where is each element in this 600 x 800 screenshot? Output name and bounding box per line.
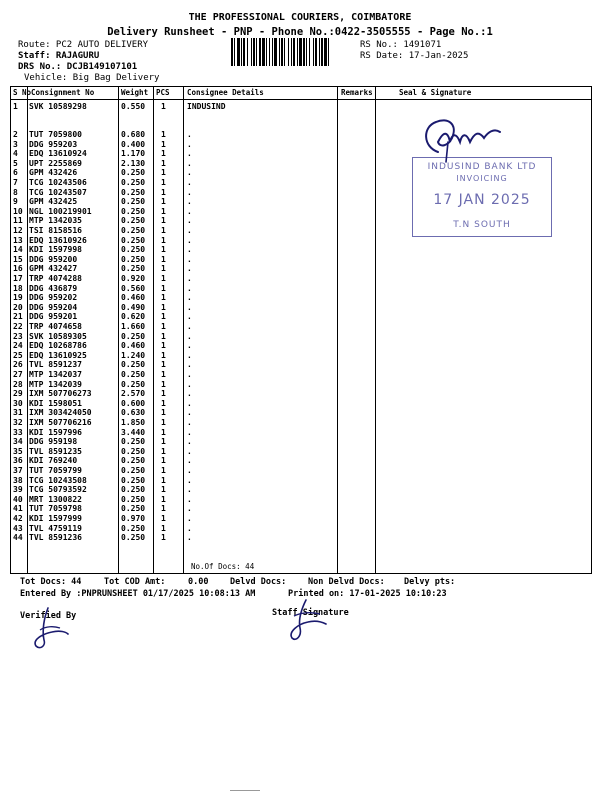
header-pcs: PCS: [156, 88, 170, 97]
row-consignee: .: [187, 235, 192, 245]
row-weight: 0.400: [121, 139, 146, 149]
tot-docs: Tot Docs: 44: [20, 577, 82, 587]
row-consignment: TVL 8591237: [29, 360, 82, 370]
row-pcs: 1: [161, 168, 166, 178]
row-consignment: TUT 7059800: [29, 130, 82, 139]
row-consignment: IXM 507706273: [29, 389, 92, 399]
row-weight: 0.250: [121, 206, 146, 216]
row-consignment: TUT 7059798: [29, 504, 82, 514]
row-sno: 43: [13, 523, 23, 533]
row-consignee: .: [187, 216, 192, 226]
row-sno: 40: [13, 494, 23, 504]
row-weight: 3.440: [121, 427, 146, 437]
vehicle-label: Vehicle: Big Bag Delivery: [24, 73, 160, 83]
stamp-date: 17 JAN 2025: [433, 192, 531, 208]
row-sno: 13: [13, 235, 23, 245]
row-pcs: 1: [161, 302, 166, 312]
row-consignment: NGL 100219901: [29, 206, 92, 216]
row-consignee: .: [187, 418, 192, 427]
row-pcs: 1: [161, 235, 166, 245]
row-consignment: SVK 10589298: [29, 102, 87, 111]
staff-signature: [282, 598, 332, 644]
entered-by: Entered By :PNPRUNSHEET 01/17/2025 10:08:13 AM: [20, 589, 256, 599]
row-pcs: 1: [161, 523, 166, 533]
row-weight: 0.250: [121, 187, 146, 197]
row-weight: 0.250: [121, 466, 146, 475]
row-consignee: .: [187, 226, 192, 235]
row-consignee: .: [187, 178, 192, 187]
row-weight: 0.250: [121, 523, 146, 533]
row-sno: 2: [13, 130, 18, 139]
row-consignment: SVK 10589305: [29, 331, 87, 341]
row-weight: 0.250: [121, 264, 146, 274]
row-pcs: 1: [161, 178, 166, 187]
row-consignee: .: [187, 197, 192, 207]
row-consignment: DDG 959204: [29, 302, 78, 312]
row-consignment: TVL 4759119: [29, 523, 82, 533]
row-consignee: .: [187, 168, 192, 178]
row-sno: 14: [13, 245, 23, 255]
row-sno: 27: [13, 370, 23, 379]
header-seal: Seal & Signature: [399, 88, 472, 97]
row-consignment: KDI 769240: [29, 456, 78, 466]
row-consignment: MTP 1342039: [29, 379, 82, 389]
row-sno: 20: [13, 302, 23, 312]
row-weight: 0.250: [121, 235, 146, 245]
rs-no-label: RS No.: 1491071: [360, 40, 442, 50]
row-sno: 7: [13, 178, 18, 187]
row-pcs: 1: [161, 370, 166, 379]
row-pcs: 1: [161, 466, 166, 475]
staff-signature-label: Staff Signature: [272, 608, 349, 618]
header-consignee: Consignee Details: [187, 88, 264, 97]
row-pcs: 1: [161, 139, 166, 149]
company-title: THE PROFESSIONAL COURIERS, COIMBATORE: [188, 12, 412, 23]
row-consignee: .: [187, 302, 192, 312]
row-pcs: 1: [161, 293, 166, 303]
row-pcs: 1: [161, 408, 166, 418]
row-pcs: 1: [161, 245, 166, 255]
row-weight: 0.630: [121, 408, 146, 418]
row-consignee: .: [187, 494, 192, 504]
row-sno: 10: [13, 206, 23, 216]
header-consignment: Consignment No: [31, 88, 95, 97]
row-pcs: 1: [161, 514, 166, 523]
row-weight: 0.560: [121, 283, 146, 293]
row-sno: 28: [13, 379, 23, 389]
row-sno: 35: [13, 446, 23, 456]
row-sno: 18: [13, 283, 23, 293]
row-consignee: .: [187, 379, 192, 389]
row-consignee: .: [187, 446, 192, 456]
row-sno: 34: [13, 437, 23, 447]
row-consignment: GPM 432427: [29, 264, 78, 274]
row-pcs: 1: [161, 360, 166, 370]
row-consignment: IXM 507706216: [29, 418, 92, 427]
row-weight: 0.460: [121, 341, 146, 351]
row-pcs: 1: [161, 475, 166, 485]
row-consignee: .: [187, 504, 192, 514]
row-consignee: .: [187, 322, 192, 331]
row-pcs: 1: [161, 274, 166, 283]
row-sno: 4: [13, 149, 18, 159]
row-pcs: 1: [161, 149, 166, 159]
row-consignee: .: [187, 398, 192, 408]
row-weight: 0.250: [121, 494, 146, 504]
row-consignment: IXM 303424050: [29, 408, 92, 418]
row-weight: 0.550: [121, 102, 146, 111]
row-pcs: 1: [161, 446, 166, 456]
row-sno: 29: [13, 389, 23, 399]
row-consignment: DDG 959198: [29, 437, 78, 447]
no-of-docs: No.Of Docs: 44: [191, 562, 255, 571]
row-weight: 0.250: [121, 456, 146, 466]
row-pcs: 1: [161, 437, 166, 447]
row-sno: 30: [13, 398, 23, 408]
row-pcs: 1: [161, 312, 166, 322]
row-consignment: DDG 436879: [29, 283, 78, 293]
row-weight: 0.920: [121, 274, 146, 283]
row-sno: 36: [13, 456, 23, 466]
row-pcs: 1: [161, 389, 166, 399]
row-consignee: .: [187, 456, 192, 466]
row-consignee: .: [187, 475, 192, 485]
barcode: [231, 38, 356, 66]
row-consignee: .: [187, 206, 192, 216]
row-consignee: .: [187, 274, 192, 283]
row-sno: 41: [13, 504, 23, 514]
row-weight: 1.850: [121, 418, 146, 427]
row-pcs: 1: [161, 331, 166, 341]
row-consignment: DDG 959201: [29, 312, 78, 322]
row-consignment: UPT 2255869: [29, 158, 82, 168]
row-consignment: KDI 1598051: [29, 398, 82, 408]
row-consignment: EDQ 10268786: [29, 341, 87, 351]
row-weight: 0.600: [121, 398, 146, 408]
verified-by-label: Verified By: [20, 611, 77, 621]
row-consignee: .: [187, 254, 192, 264]
row-consignment: TCG 10243508: [29, 475, 87, 485]
row-consignment: KDI 1597998: [29, 245, 82, 255]
row-consignee: .: [187, 149, 192, 159]
row-consignment: TCG 10243506: [29, 178, 87, 187]
runsheet-subtitle: Delivery Runsheet - PNP - Phone No.:0422-3505555 - Page No.:1: [107, 26, 493, 38]
row-consignee: .: [187, 293, 192, 303]
row-weight: 0.460: [121, 293, 146, 303]
row-weight: 0.680: [121, 130, 146, 139]
row-consignment: MTP 1342035: [29, 216, 82, 226]
row-sno: 9: [13, 197, 18, 207]
row-pcs: 1: [161, 398, 166, 408]
row-consignment: TVL 8591235: [29, 446, 82, 456]
row-consignment: MRT 1300822: [29, 494, 82, 504]
row-consignee: .: [187, 427, 192, 437]
stamp-line2: INVOICING: [456, 174, 508, 183]
row-consignee: .: [187, 130, 192, 139]
row-consignee: .: [187, 437, 192, 447]
page-edge-mark: [230, 790, 260, 794]
row-consignment: KDI 1597996: [29, 427, 82, 437]
row-weight: 0.250: [121, 168, 146, 178]
row-pcs: 1: [161, 216, 166, 226]
header-sno: S No: [13, 88, 32, 97]
row-consignee: .: [187, 283, 192, 293]
row-sno: 21: [13, 312, 23, 322]
row-sno: 11: [13, 216, 23, 226]
drs-label: DRS No.: DCJB149107101: [18, 62, 138, 72]
row-pcs: 1: [161, 226, 166, 235]
row-pcs: 1: [161, 130, 166, 139]
row-sno: 32: [13, 418, 23, 427]
row-sno: 42: [13, 514, 23, 523]
row-weight: 0.250: [121, 360, 146, 370]
row-pcs: 1: [161, 504, 166, 514]
row-consignee: .: [187, 408, 192, 418]
row-consignment: GPM 432426: [29, 168, 78, 178]
row-consignee: .: [187, 514, 192, 523]
row-pcs: 1: [161, 206, 166, 216]
row-weight: 0.250: [121, 254, 146, 264]
row-consignment: TSI 8158516: [29, 226, 82, 235]
row-weight: 0.250: [121, 504, 146, 514]
row-weight: 0.250: [121, 475, 146, 485]
row-sno: 37: [13, 466, 23, 475]
row-sno: 23: [13, 331, 23, 341]
row-sno: 3: [13, 139, 18, 149]
row-consignee: .: [187, 158, 192, 168]
row-weight: 0.250: [121, 331, 146, 341]
row-pcs: 1: [161, 379, 166, 389]
row-consignee: .: [187, 350, 192, 360]
non-delvd-docs: Non Delvd Docs:: [308, 577, 385, 587]
row-consignment: TCG 10243507: [29, 187, 87, 197]
row-weight: 0.250: [121, 197, 146, 207]
row-consignment: EDQ 13610925: [29, 350, 87, 360]
row-pcs: 1: [161, 427, 166, 437]
row-pcs: 1: [161, 102, 166, 111]
row-pcs: 1: [161, 187, 166, 197]
row-sno: 26: [13, 360, 23, 370]
row-pcs: 1: [161, 322, 166, 331]
row-sno: 38: [13, 475, 23, 485]
row-sno: 6: [13, 168, 18, 178]
staff-label: Staff: RAJAGURU: [18, 51, 100, 61]
row-weight: 0.620: [121, 312, 146, 322]
row-consignee: .: [187, 523, 192, 533]
row-weight: 1.170: [121, 149, 146, 159]
row-consignee: .: [187, 466, 192, 475]
row-sno: 17: [13, 274, 23, 283]
row-weight: 0.250: [121, 370, 146, 379]
row-weight: 0.250: [121, 437, 146, 447]
row-pcs: 1: [161, 283, 166, 293]
verifier-signature: [26, 606, 76, 652]
tot-cod-label: Tot COD Amt:: [104, 577, 166, 587]
row-sno: 8: [13, 187, 18, 197]
row-consignment: TVL 8591236: [29, 533, 82, 543]
row-weight: 0.250: [121, 533, 146, 543]
row-weight: 2.130: [121, 158, 146, 168]
row-pcs: 1: [161, 456, 166, 466]
row-sno: 44: [13, 533, 23, 543]
row-consignment: TRP 4074658: [29, 322, 82, 331]
row-weight: 0.250: [121, 226, 146, 235]
row-weight: 0.970: [121, 514, 146, 523]
row-sno: 24: [13, 341, 23, 351]
row-consignee: .: [187, 331, 192, 341]
row-sno: 15: [13, 254, 23, 264]
row-pcs: 1: [161, 533, 166, 543]
row-sno: 12: [13, 226, 23, 235]
row-sno: 16: [13, 264, 23, 274]
row-consignee: INDUSIND: [187, 102, 226, 111]
row-weight: 1.660: [121, 322, 146, 331]
row-sno: 25: [13, 350, 23, 360]
row-consignment: GPM 432425: [29, 197, 78, 207]
row-consignment: DDG 959203: [29, 139, 78, 149]
row-consignee: .: [187, 533, 192, 543]
row-weight: 0.250: [121, 216, 146, 226]
route-label: Route: PC2 AUTO DELIVERY: [18, 40, 149, 50]
row-sno: 22: [13, 322, 23, 331]
row-pcs: 1: [161, 264, 166, 274]
header-weight: Weight: [121, 88, 149, 97]
tot-cod-value: 0.00: [188, 577, 209, 587]
row-sno: 39: [13, 485, 23, 495]
row-sno: 1: [13, 102, 18, 111]
row-consignment: DDG 959202: [29, 293, 78, 303]
row-weight: 2.570: [121, 389, 146, 399]
row-pcs: 1: [161, 158, 166, 168]
row-consignee: .: [187, 485, 192, 495]
row-pcs: 1: [161, 350, 166, 360]
row-consignee: .: [187, 341, 192, 351]
header-remarks: Remarks: [341, 88, 373, 97]
row-consignee: .: [187, 245, 192, 255]
row-consignment: TCG 50793592: [29, 485, 87, 495]
stamp-line4: T.N SOUTH: [453, 220, 511, 230]
row-consignment: TRP 4074288: [29, 274, 82, 283]
row-pcs: 1: [161, 418, 166, 427]
row-pcs: 1: [161, 341, 166, 351]
row-consignment: DDG 959200: [29, 254, 78, 264]
row-weight: 0.250: [121, 379, 146, 389]
rs-date-label: RS Date: 17-Jan-2025: [360, 51, 469, 61]
row-consignee: .: [187, 312, 192, 322]
row-pcs: 1: [161, 485, 166, 495]
row-sno: 19: [13, 293, 23, 303]
row-consignment: KDI 1597999: [29, 514, 82, 523]
row-sno: 31: [13, 408, 23, 418]
row-consignee: .: [187, 139, 192, 149]
row-consignee: .: [187, 187, 192, 197]
row-consignee: .: [187, 264, 192, 274]
row-weight: 1.240: [121, 350, 146, 360]
row-weight: 0.250: [121, 485, 146, 495]
row-consignee: .: [187, 360, 192, 370]
row-consignment: EDQ 13610924: [29, 149, 87, 159]
row-consignment: EDQ 13610926: [29, 235, 87, 245]
row-sno: 5: [13, 158, 18, 168]
row-consignee: .: [187, 389, 192, 399]
row-consignment: TUT 7059799: [29, 466, 82, 475]
printed-on: Printed on: 17-01-2025 10:10:23: [288, 589, 447, 599]
row-weight: 0.250: [121, 178, 146, 187]
stamp-line1: INDUSIND BANK LTD: [427, 162, 537, 172]
delvy-pts: Delvy pts:: [404, 577, 456, 587]
row-pcs: 1: [161, 254, 166, 264]
row-weight: 0.250: [121, 446, 146, 456]
row-consignee: .: [187, 370, 192, 379]
receiver-signature: [418, 112, 508, 172]
delvd-docs: Delvd Docs:: [230, 577, 287, 587]
row-pcs: 1: [161, 197, 166, 207]
row-weight: 0.490: [121, 302, 146, 312]
row-pcs: 1: [161, 494, 166, 504]
row-sno: 33: [13, 427, 23, 437]
row-consignment: MTP 1342037: [29, 370, 82, 379]
row-weight: 0.250: [121, 245, 146, 255]
